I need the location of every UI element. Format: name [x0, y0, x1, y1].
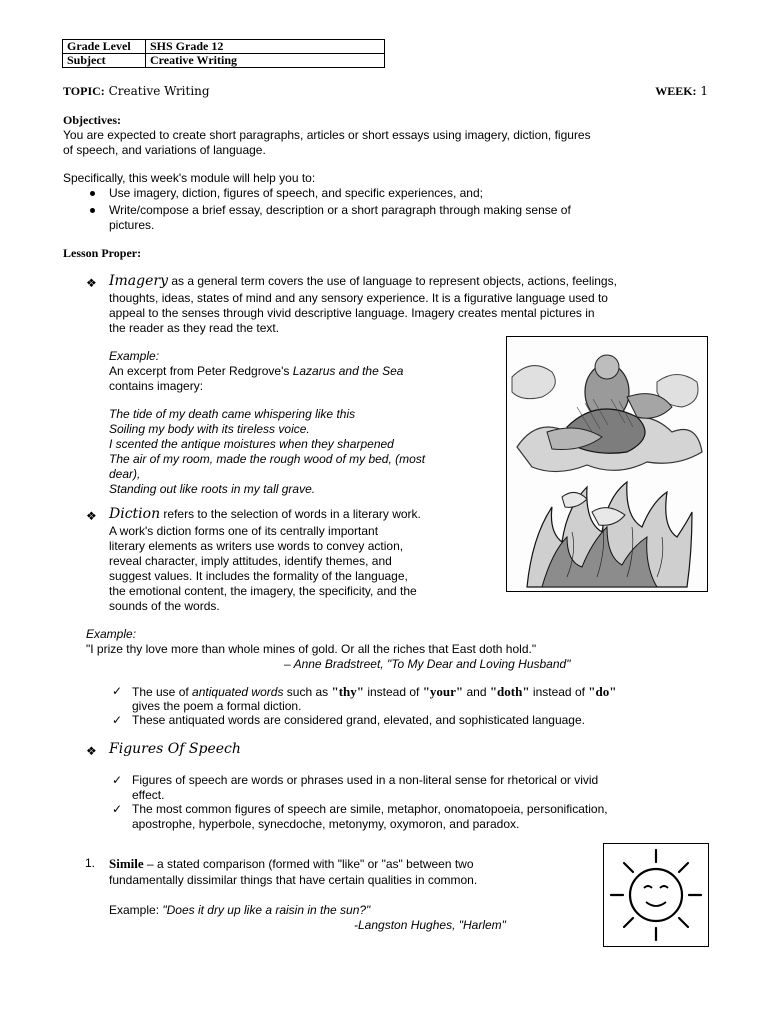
diction-term: Diction [109, 506, 161, 522]
simile-example: Example: "Does it dry up like a raisin in the sun?" [109, 903, 371, 917]
imagery-excerpt-line1: An excerpt from Peter Redgrove's Lazarus and the Sea [109, 364, 404, 378]
grade-level-label: Grade Level [63, 40, 146, 54]
check-icon: ✓ [112, 773, 123, 787]
imagery-line3: appeal to the senses through vivid descriptive language. Imagery creates mental pictures in [109, 306, 595, 320]
objective-bullet-1: Use imagery, diction, figures of speech, and specific experiences, and; [109, 186, 483, 200]
topic-value: Creative Writing [108, 84, 210, 98]
figures-check1-line2: effect. [132, 788, 165, 802]
bullet-icon [90, 191, 95, 196]
diamond-bullet-icon: ❖ [86, 276, 97, 290]
poem-line-2: Soiling my body with its tireless voice. [109, 422, 310, 436]
poem-line-1: The tide of my death came whispering like this [109, 407, 356, 421]
objective-bullet-2-line2: pictures. [109, 218, 155, 232]
simile-line1: Simile – a stated comparison (formed with "like" or "as" between two [109, 856, 474, 871]
objectives-specific: Specifically, this week's module will help you to: [63, 171, 316, 185]
imagery-term: Imagery [109, 273, 169, 289]
diction-line6: the emotional content, the imagery, the specificity, and the [109, 584, 417, 598]
topic-line [63, 84, 708, 99]
table-row [63, 54, 385, 68]
figures-check2-line1: The most common figures of speech are simile, metaphor, onomatopoeia, personification, [132, 802, 608, 816]
poem-title: Lazarus and the Sea [292, 364, 404, 378]
check-icon: ✓ [112, 802, 123, 816]
imagery-example-label: Example: [109, 349, 160, 363]
bullet-icon [90, 208, 95, 213]
objectives-heading: Objectives: [63, 113, 121, 127]
topic-label: TOPIC: [63, 84, 105, 98]
week-value: 1 [700, 84, 708, 98]
poem-line-4: The air of my room, made the rough wood of my bed, (most [109, 452, 426, 466]
figures-check1-line1: Figures of speech are words or phrases used in a non-literal sense for rhetorical or vivid [132, 773, 599, 787]
diction-quote: "I prize thy love more than whole mines of gold. Or all the riches that East doth hold." [86, 642, 537, 656]
diction-line5: suggest values. It includes the formality of the language, [109, 569, 408, 583]
engraving-illustration [506, 336, 708, 592]
simile-line2: fundamentally dissimilar things that have certain qualities in common. [109, 873, 478, 887]
info-table [62, 39, 385, 68]
diction-line4: reveal character, imply attitudes, identify themes, and [109, 554, 392, 568]
objectives-intro-line1: You are expected to create short paragraphs, articles or short essays using imagery, diction, figures [63, 128, 591, 142]
diamond-bullet-icon: ❖ [86, 744, 97, 758]
diction-line7: sounds of the words. [109, 599, 220, 613]
diction-line2: A work's diction forms one of its centrally important [109, 524, 379, 538]
check-icon: ✓ [112, 713, 123, 727]
diction-line3: literary elements as writers use words to convey action, [109, 539, 404, 553]
week-label: WEEK: [655, 84, 697, 98]
figures-term: Figures Of Speech [109, 741, 241, 757]
simile-term: Simile [109, 856, 144, 871]
subject-value: Creative Writing [146, 54, 385, 68]
diction-check1-line1: The use of antiquated words such as "thy" instead of "your" and "doth" instead of "do" [132, 684, 617, 699]
simile-attribution: -Langston Hughes, "Harlem" [354, 918, 506, 932]
simile-number: 1. [85, 856, 96, 870]
diction-check1-line2: gives the poem a formal diction. [132, 699, 302, 713]
poem-line-5: dear), [109, 467, 141, 481]
imagery-line4: the reader as they read the text. [109, 321, 280, 335]
diction-line1: Diction refers to the selection of words in a literary work. [109, 506, 421, 522]
sun-illustration [603, 843, 709, 947]
sun-icon [604, 844, 708, 946]
objective-bullet-2-line1: Write/compose a brief essay, description or a short paragraph through making sense of [109, 203, 571, 217]
engraving-image [507, 337, 707, 591]
objectives-intro-line2: of speech, and variations of language. [63, 143, 266, 157]
poem-line-6: Standing out like roots in my tall grave. [109, 482, 316, 496]
diction-example-label: Example: [86, 627, 137, 641]
subject-label: Subject [63, 54, 146, 68]
lesson-heading: Lesson Proper: [63, 246, 142, 260]
figures-check2-line2: apostrophe, hyperbole, synecdoche, metonymy, oxymoron, and paradox. [132, 817, 520, 831]
table-row [63, 40, 385, 54]
poem-line-3: I scented the antique moistures when they sharpened [109, 437, 394, 451]
diction-check2: These antiquated words are considered grand, elevated, and sophisticated language. [132, 713, 585, 727]
imagery-line2: thoughts, ideas, states of mind and any sensory experience. It is a figurative language used to [109, 291, 608, 305]
diamond-bullet-icon: ❖ [86, 509, 97, 523]
imagery-line1: Imagery as a general term covers the use of language to represent objects, actions, feelings, [109, 273, 617, 289]
diction-attribution: – Anne Bradstreet, "To My Dear and Loving Husband" [284, 657, 571, 671]
grade-level-value: SHS Grade 12 [146, 40, 385, 54]
check-icon: ✓ [112, 684, 123, 698]
imagery-excerpt-line2: contains imagery: [109, 379, 204, 393]
